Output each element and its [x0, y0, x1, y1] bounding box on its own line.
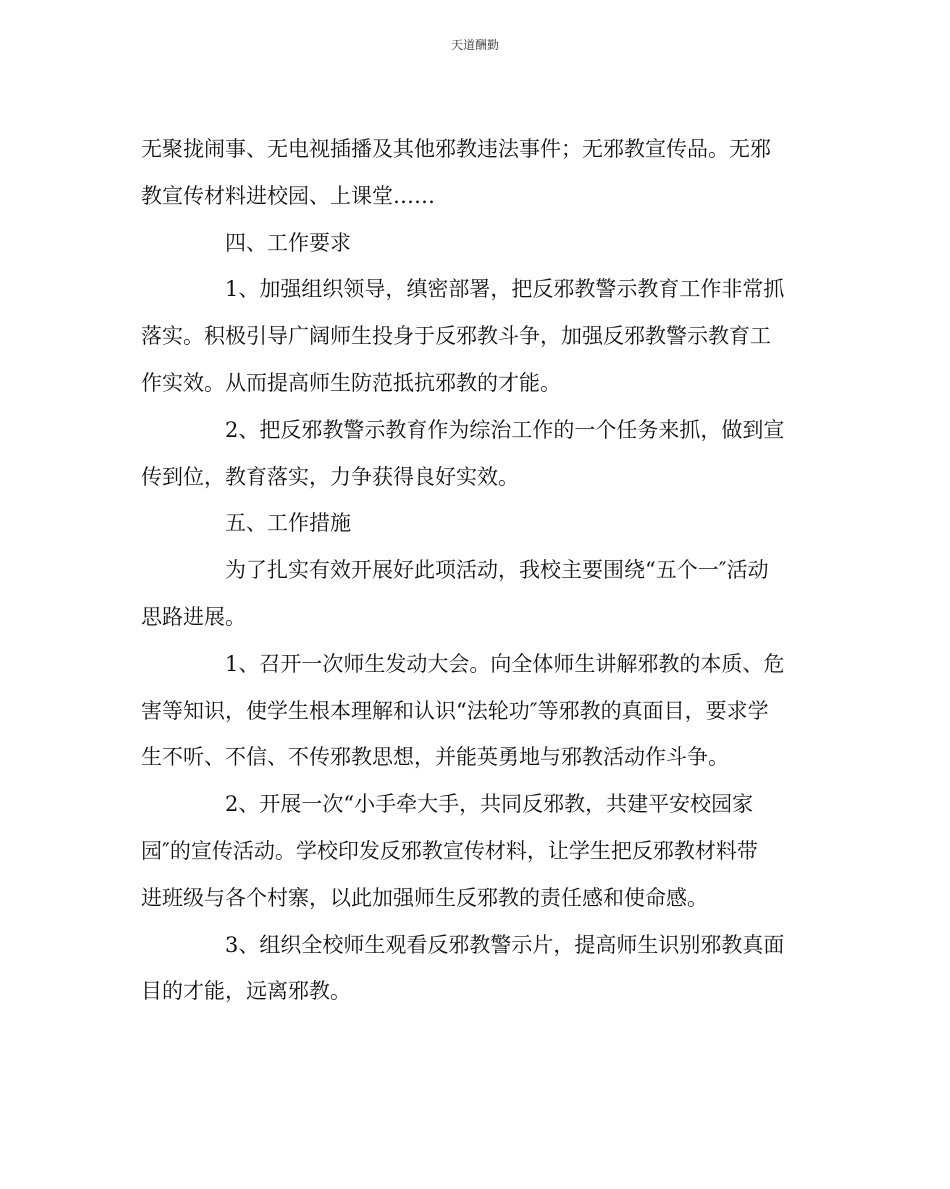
text-line: 为了扎实有效开展好此项活动，我校主要围绕“五个一″活动 — [225, 558, 769, 583]
text-line: 无聚拢闹事、无电视插播及其他邪教违法事件；无邪教宣传品。无邪 — [141, 137, 771, 161]
text-line: 园″的宣传活动。学校印发反邪教宣传材料，让学生把反邪教材料带 — [141, 838, 758, 863]
section-heading-measures: 五、工作措施 — [225, 511, 351, 536]
document-body — [141, 126, 807, 1015]
text-line: 进班级与各个村寨，以此加强师生反邪教的责任感和使命感。 — [141, 885, 708, 910]
text-line: 教宣传材料进校园、上课堂…… — [141, 183, 435, 208]
text-line: 传到位，教育落实，力争获得良好实效。 — [141, 464, 519, 489]
text-line: 2、把反邪教警示教育作为综治工作的一个任务来抓，做到宣 — [225, 417, 785, 442]
text-line: 3、组织全校师生观看反邪教警示片，提高师生识别邪教真面 — [225, 932, 785, 957]
text-line: 1、加强组织领导，缜密部署，把反邪教警示教育工作非常抓 — [225, 277, 785, 302]
text-line: 思路进展。 — [141, 604, 246, 629]
page-header: 天道酬勤 — [450, 38, 499, 52]
text-line: 害等知识，使学生根本理解和认识“法轮功″等邪教的真面目，要求学 — [141, 698, 769, 723]
text-line: 落实。积极引导广阔师生投身于反邪教斗争，加强反邪教警示教育工 — [141, 324, 771, 349]
text-line: 1、召开一次师生发动大会。向全体师生讲解邪教的本质、危 — [225, 651, 785, 676]
text-line: 生不听、不信、不传邪教思想，并能英勇地与邪教活动作斗争。 — [141, 745, 729, 770]
text-line: 作实效。从而提高师生防范抵抗邪教的才能。 — [141, 370, 561, 395]
text-line: 目的才能，远离邪教。 — [141, 979, 351, 1004]
text-line: 2、开展一次“小手牵大手，共同反邪教，共建平安校园家 — [225, 792, 754, 817]
section-heading-requirements: 四、工作要求 — [225, 230, 351, 255]
